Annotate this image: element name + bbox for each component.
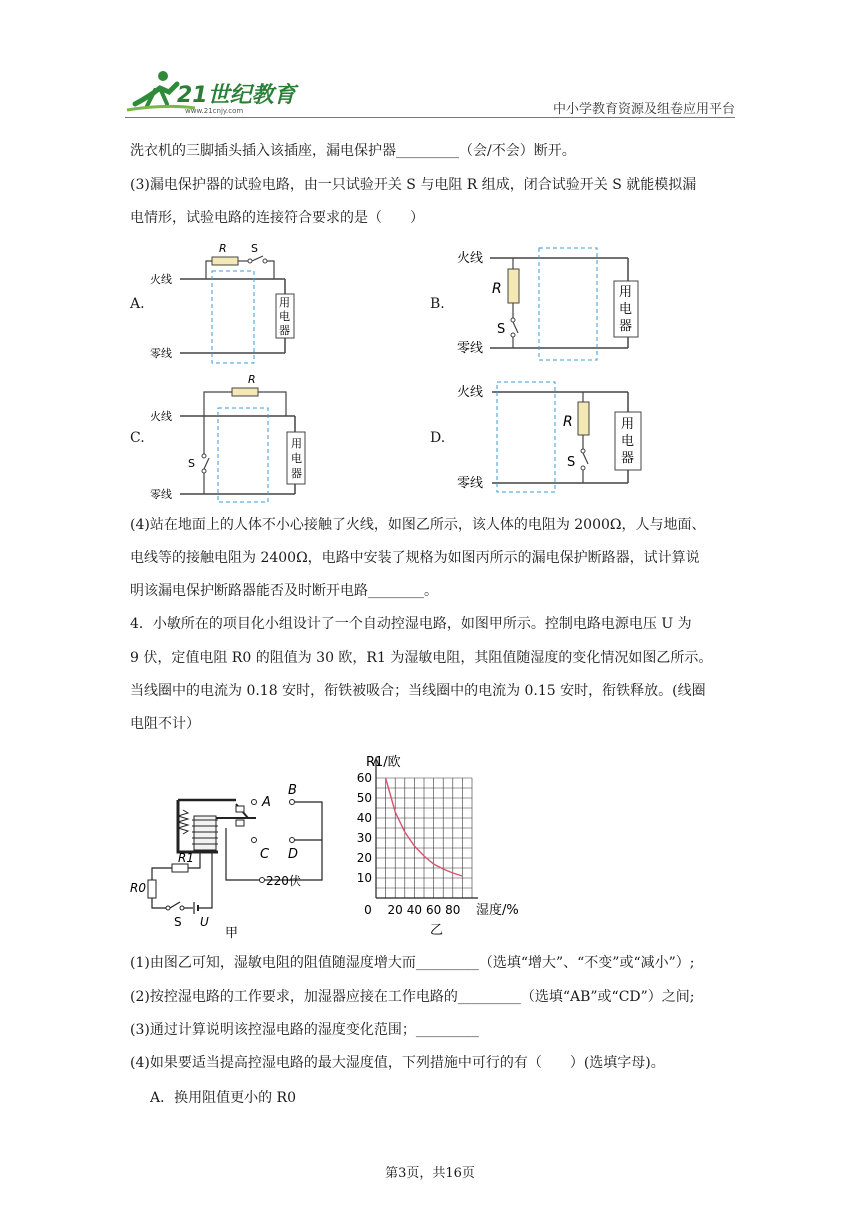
platform-name: 中小学教育资源及组卷应用平台 bbox=[552, 102, 735, 117]
option-a-label[interactable]: A. bbox=[130, 296, 145, 312]
resistor-label: R bbox=[492, 281, 502, 297]
figure-yi-chart bbox=[348, 748, 538, 940]
header-rule bbox=[125, 117, 735, 118]
neutral-wire-label: 零线 bbox=[150, 488, 172, 501]
appliance-char-3: 器 bbox=[291, 467, 302, 480]
logo-url: www.21cnjy.com bbox=[185, 107, 244, 115]
problem-4-q1: (1)由图乙可知，湿敏电阻的阻值随湿度增大而_________（选填“增大”、“不变”或“减小”）; bbox=[130, 955, 695, 971]
y-tick-label: 10 bbox=[356, 871, 372, 885]
contact-a-label: A bbox=[262, 795, 271, 810]
appliance-char-1: 用 bbox=[291, 437, 302, 450]
text-line-1: 洗衣机的三脚插头插入该插座，漏电保护器_________（会/不会）断开。 bbox=[130, 143, 576, 159]
live-wire-label: 火线 bbox=[457, 385, 484, 400]
appliance-char-1: 用 bbox=[621, 417, 635, 432]
switch-label: S bbox=[567, 455, 576, 470]
neutral-wire-label: 零线 bbox=[457, 476, 484, 491]
circuit-d[interactable] bbox=[450, 372, 650, 500]
appliance-char-1: 用 bbox=[279, 296, 290, 309]
contact-b-label: B bbox=[288, 783, 297, 798]
appliance-char-2: 电 bbox=[621, 434, 635, 449]
question-4-text-3: 明该漏电保护断路器能否及时断开电路________。 bbox=[130, 583, 438, 599]
neutral-wire-label: 零线 bbox=[150, 347, 172, 360]
problem-4-stem-1: 4．小敏所在的项目化小组设计了一个自动控湿电路，如图甲所示。控制电路电源电压 U 为 bbox=[130, 616, 692, 632]
r0-label: R0 bbox=[130, 881, 146, 895]
problem-4-q2: (2)按控湿电路的工作要求，加湿器应接在工作电路的_________（选填“AB”或“CD”）之间; bbox=[130, 989, 695, 1005]
question-4-text-2: 电线等的接触电阻为 2400Ω，电路中安装了规格为如图丙所示的漏电保护断路器，试计算说 bbox=[130, 550, 700, 566]
option-c-label[interactable]: C. bbox=[130, 430, 145, 446]
r1-label: R1 bbox=[178, 851, 194, 865]
x-tick-label: 40 bbox=[406, 903, 423, 917]
problem-4-option-a[interactable]: A．换用阻值更小的 R0 bbox=[150, 1090, 297, 1106]
resistor-label: R bbox=[248, 373, 256, 386]
figure-caption-yi: 乙 bbox=[430, 923, 444, 938]
option-d-label[interactable]: D. bbox=[430, 430, 446, 446]
figure-jia-relay-circuit bbox=[128, 780, 338, 940]
contact-c-label: C bbox=[260, 847, 270, 862]
page-footer: 第3页，共16页 bbox=[385, 1166, 475, 1181]
x-tick-label: 20 bbox=[387, 903, 403, 917]
live-wire-label: 火线 bbox=[150, 273, 172, 286]
x-tick-label: 0 bbox=[364, 903, 372, 917]
resistor-label: R bbox=[563, 414, 573, 430]
appliance-char-3: 器 bbox=[279, 324, 290, 337]
y-tick-label: 60 bbox=[356, 771, 372, 785]
problem-4-stem-2: 9 伏，定值电阻 R0 的阻值为 30 欧，R1 为湿敏电阻，其阻值随湿度的变化情况如图乙所示。 bbox=[130, 650, 713, 666]
appliance-char-2: 电 bbox=[279, 310, 290, 323]
circuit-c[interactable] bbox=[150, 370, 320, 510]
live-wire-label: 火线 bbox=[457, 251, 484, 266]
live-wire-label: 火线 bbox=[150, 410, 172, 423]
problem-4-stem-4: 电阻不计） bbox=[130, 716, 200, 732]
y-tick-label: 50 bbox=[356, 791, 372, 805]
switch-label: S bbox=[497, 322, 506, 337]
y-tick-label: 40 bbox=[356, 811, 372, 825]
appliance-char-2: 电 bbox=[619, 302, 633, 317]
option-b-label[interactable]: B. bbox=[430, 296, 445, 312]
problem-4-q3: (3)通过计算说明该控湿电路的湿度变化范围；_________ bbox=[130, 1022, 479, 1038]
circuit-b[interactable] bbox=[450, 238, 650, 366]
neutral-wire-label: 零线 bbox=[457, 341, 484, 356]
question-3-stem: (3)漏电保护器的试验电路，由一只试验开关 S 与电阻 R 组成，闭合试验开关 S 就能模拟漏 bbox=[130, 177, 697, 193]
question-3-stem-2: 电情形，试验电路的连接符合要求的是（ ） bbox=[130, 210, 424, 226]
x-tick-label: 60 bbox=[425, 903, 442, 917]
appliance-char-3: 器 bbox=[621, 451, 635, 466]
site-logo bbox=[125, 66, 325, 116]
appliance-char-3: 器 bbox=[619, 319, 633, 334]
appliance-char-1: 用 bbox=[619, 285, 633, 300]
y-axis-label: R1/欧 bbox=[366, 755, 401, 770]
problem-4-q4: (4)如果要适当提高控湿电路的最大湿度值，下列措施中可行的有（ ）(选填字母)。 bbox=[130, 1055, 665, 1071]
switch-s-label: S bbox=[174, 915, 182, 929]
circuit-a[interactable] bbox=[150, 236, 320, 366]
supply-220v-label: 220伏 bbox=[266, 874, 301, 888]
problem-4-stem-3: 当线圈中的电流为 0.18 安时，衔铁被吸合；当线圈中的电流为 0.15 安时，衔铁释放。(线圈 bbox=[130, 683, 706, 699]
switch-label: S bbox=[188, 457, 195, 470]
x-tick-label: 80 bbox=[445, 903, 461, 917]
question-4-text-1: (4)站在地面上的人体不小心接触了火线，如图乙所示，该人体的电阻为 2000Ω，人与地面、 bbox=[130, 517, 706, 533]
contact-d-label: D bbox=[288, 847, 299, 862]
switch-label: S bbox=[251, 242, 258, 255]
appliance-char-2: 电 bbox=[291, 452, 302, 465]
voltage-u-label: U bbox=[200, 915, 209, 929]
x-axis-label: 湿度/% bbox=[476, 903, 519, 918]
chart-ticks bbox=[357, 771, 461, 917]
y-tick-label: 20 bbox=[356, 851, 372, 865]
figure-caption-jia: 甲 bbox=[225, 926, 239, 940]
resistor-label: R bbox=[219, 242, 227, 255]
logo-text: 21世纪教育 bbox=[177, 83, 296, 108]
y-tick-label: 30 bbox=[356, 831, 372, 845]
